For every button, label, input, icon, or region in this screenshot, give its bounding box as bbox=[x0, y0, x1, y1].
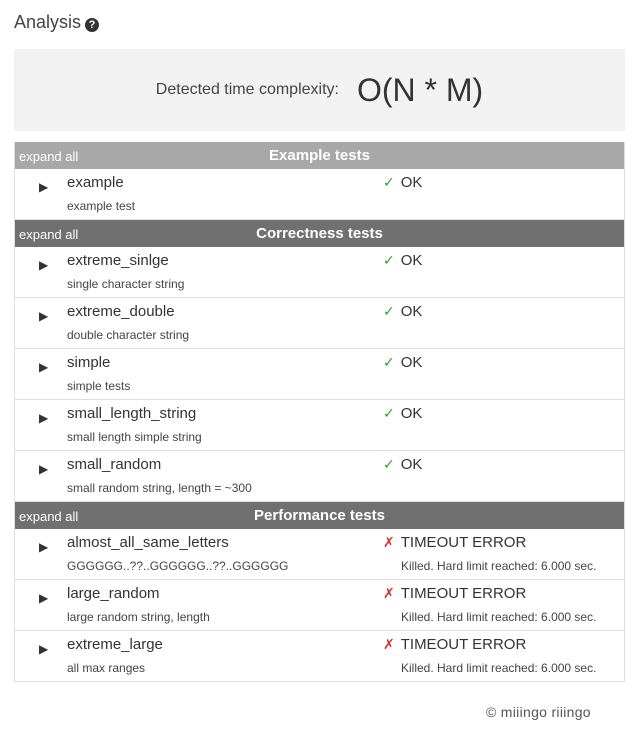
checkmark-icon: ✓ bbox=[383, 354, 395, 370]
expand-arrow-icon[interactable]: ▶ bbox=[39, 180, 49, 194]
expand-all-button[interactable]: expand all bbox=[19, 149, 79, 164]
section-header-example bbox=[15, 142, 624, 169]
status-text: TIMEOUT ERROR bbox=[400, 636, 527, 653]
cross-icon: ✗ bbox=[383, 534, 395, 550]
test-name: extreme_large bbox=[67, 636, 163, 653]
checkmark-icon: ✓ bbox=[383, 456, 395, 472]
status-text: OK bbox=[400, 456, 423, 473]
expand-arrow-icon[interactable]: ▶ bbox=[39, 591, 49, 605]
status-text: OK bbox=[400, 405, 423, 422]
test-status bbox=[383, 636, 526, 653]
checkmark-icon: ✓ bbox=[383, 405, 395, 421]
test-status bbox=[383, 534, 526, 551]
section-title: Example tests bbox=[269, 147, 370, 164]
test-row bbox=[15, 349, 624, 400]
status-detail: Killed. Hard limit reached: 6.000 sec. bbox=[401, 610, 597, 624]
complexity-value: O(N * M) bbox=[356, 71, 484, 108]
expand-all-button[interactable]: expand all bbox=[19, 227, 79, 242]
status-text: OK bbox=[400, 354, 423, 371]
test-status bbox=[383, 354, 422, 371]
test-description: example test bbox=[67, 199, 136, 213]
test-name: extreme_sinlge bbox=[67, 252, 169, 269]
status-text: OK bbox=[400, 174, 423, 191]
test-status bbox=[383, 174, 422, 191]
test-row bbox=[15, 580, 624, 631]
test-name: large_random bbox=[67, 585, 160, 602]
test-row bbox=[15, 298, 624, 349]
checkmark-icon: ✓ bbox=[383, 174, 395, 190]
expand-arrow-icon[interactable]: ▶ bbox=[39, 360, 49, 374]
analysis-header bbox=[14, 12, 99, 33]
status-text: OK bbox=[400, 252, 423, 269]
status-detail: Killed. Hard limit reached: 6.000 sec. bbox=[401, 661, 597, 675]
test-row bbox=[15, 451, 624, 502]
test-name: simple bbox=[67, 354, 111, 371]
expand-arrow-icon[interactable]: ▶ bbox=[39, 642, 49, 656]
section-title: Correctness tests bbox=[256, 225, 383, 242]
test-description: all max ranges bbox=[67, 661, 146, 675]
cross-icon: ✗ bbox=[383, 585, 395, 601]
expand-arrow-icon[interactable]: ▶ bbox=[39, 309, 49, 323]
checkmark-icon: ✓ bbox=[383, 303, 395, 319]
status-text: TIMEOUT ERROR bbox=[400, 534, 527, 551]
complexity-panel bbox=[14, 49, 625, 131]
status-text: OK bbox=[400, 303, 423, 320]
test-name: almost_all_same_letters bbox=[67, 534, 229, 551]
tests-table bbox=[14, 142, 625, 682]
expand-all-button[interactable]: expand all bbox=[19, 509, 79, 524]
checkmark-icon: ✓ bbox=[383, 252, 395, 268]
expand-arrow-icon[interactable]: ▶ bbox=[39, 411, 49, 425]
test-name: small_random bbox=[67, 456, 162, 473]
status-detail: Killed. Hard limit reached: 6.000 sec. bbox=[401, 559, 597, 573]
test-row bbox=[15, 169, 624, 220]
expand-arrow-icon[interactable]: ▶ bbox=[39, 462, 49, 476]
test-status bbox=[383, 252, 422, 269]
cross-icon: ✗ bbox=[383, 636, 395, 652]
test-status bbox=[383, 585, 526, 602]
section-title: Performance tests bbox=[254, 507, 385, 524]
test-row bbox=[15, 631, 624, 682]
status-text: TIMEOUT ERROR bbox=[400, 585, 527, 602]
test-row bbox=[15, 400, 624, 451]
test-description: single character string bbox=[67, 277, 185, 291]
test-name: extreme_double bbox=[67, 303, 175, 320]
test-row bbox=[15, 529, 624, 580]
test-description: GGGGGG..??..GGGGGG..??..GGGGGG bbox=[67, 559, 289, 573]
test-status bbox=[383, 303, 422, 320]
test-description: simple tests bbox=[67, 379, 131, 393]
test-name: example bbox=[67, 174, 124, 191]
complexity-label: Detected time complexity: bbox=[155, 81, 339, 98]
expand-arrow-icon[interactable]: ▶ bbox=[39, 258, 49, 272]
test-description: double character string bbox=[67, 328, 190, 342]
test-description: small length simple string bbox=[67, 430, 202, 444]
test-description: small random string, length = ~300 bbox=[67, 481, 252, 495]
help-icon[interactable]: ? bbox=[85, 18, 99, 32]
watermark: © miiingo riiingo bbox=[486, 704, 591, 720]
test-row bbox=[15, 247, 624, 298]
test-status bbox=[383, 405, 422, 422]
page-title: Analysis bbox=[14, 12, 82, 32]
expand-arrow-icon[interactable]: ▶ bbox=[39, 540, 49, 554]
test-status bbox=[383, 456, 422, 473]
section-header-correctness bbox=[15, 220, 624, 247]
test-name: small_length_string bbox=[67, 405, 197, 422]
section-header-performance bbox=[15, 502, 624, 529]
test-description: large random string, length bbox=[67, 610, 210, 624]
